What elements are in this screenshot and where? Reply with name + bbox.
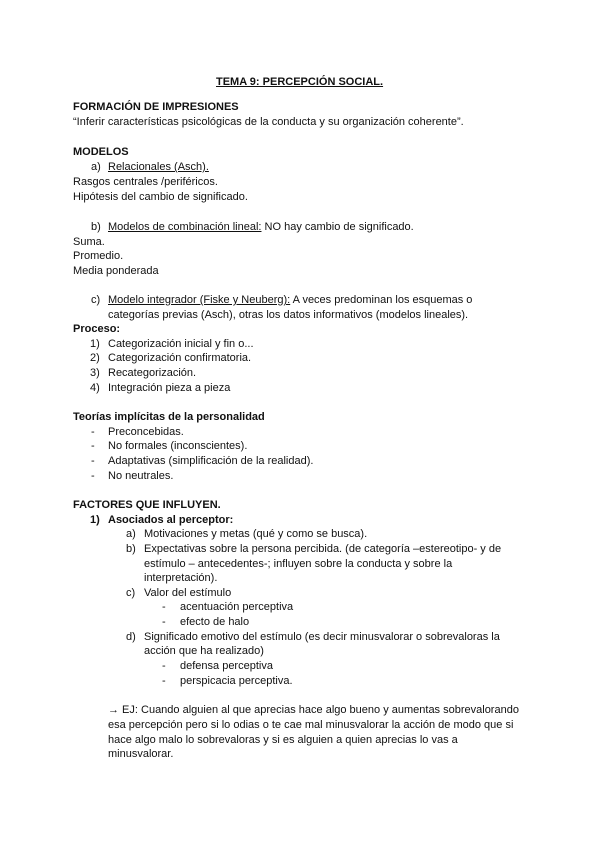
page-title: TEMA 9: PERCEPCIÓN SOCIAL. — [216, 76, 384, 88]
example-line: minusvalorar. — [108, 748, 174, 760]
list-marker: b) — [126, 543, 136, 555]
list-item: Rasgos centrales /periféricos. — [73, 176, 218, 188]
example-line: hace algo malo lo sobrevaloras y si es alguien a quien aprecias lo vas a — [108, 734, 458, 746]
list-item: Expectativas sobre la persona percibida. (de categoría –estereotipo- y de — [144, 543, 502, 555]
dash-marker: - — [91, 426, 95, 438]
formacion-quote: “Inferir características psicológicas de la conducta y su organización coherente”. — [73, 116, 464, 128]
list-marker: 1) — [90, 338, 100, 350]
list-item: Preconcebidas. — [108, 426, 184, 438]
list-marker: c) — [126, 587, 136, 599]
list-item: Recategorización. — [108, 367, 197, 379]
modelo-a-label: Relacionales (Asch). — [108, 161, 209, 173]
modelo-b-label: Modelos de combinación lineal: — [108, 221, 262, 233]
list-marker: d) — [126, 631, 136, 643]
list-marker: a) — [91, 161, 101, 173]
modelo-b-line — [108, 220, 414, 234]
modelo-c-label: Modelo integrador (Fiske y Neuberg): — [108, 294, 291, 306]
dash-marker: - — [162, 601, 166, 613]
dash-marker: - — [91, 440, 95, 452]
list-marker: c) — [91, 294, 101, 306]
dash-marker: - — [162, 660, 166, 672]
list-marker: 1) — [90, 514, 100, 526]
list-item: Categorización inicial y fin o... — [108, 338, 254, 350]
list-item: Suma. — [73, 236, 105, 248]
list-item: No neutrales. — [108, 470, 174, 482]
list-item: Valor del estímulo — [144, 587, 232, 599]
modelo-c-line — [108, 293, 472, 307]
list-item: efecto de halo — [180, 616, 250, 628]
section-heading-formacion: FORMACIÓN DE IMPRESIONES — [73, 101, 239, 113]
list-marker: 2) — [90, 352, 100, 364]
list-marker: 4) — [90, 382, 100, 394]
list-item: Integración pieza a pieza — [108, 382, 231, 394]
list-item-continuation: interpretación). — [144, 572, 218, 584]
modelo-c-text: A veces predominan los esquemas o — [290, 294, 473, 306]
subheading-perceptor: Asociados al perceptor: — [108, 514, 234, 526]
dash-marker: - — [162, 675, 166, 687]
modelo-c-text-2: categorías previas (Asch), otras los datos informativos (modelos lineales). — [108, 309, 469, 321]
section-heading-modelos: MODELOS — [73, 146, 129, 158]
list-item: Motivaciones y metas (qué y como se busca). — [144, 528, 368, 540]
list-item-continuation: estímulo – antecedentes-; influyen sobre la conducta y sobre la — [144, 558, 453, 570]
example-line: → EJ: Cuando alguien al que aprecias hace algo bueno y aumentas sobrevalorando — [108, 704, 519, 716]
list-item: defensa perceptiva — [180, 660, 273, 672]
list-item: Significado emotivo del estímulo (es decir minusvalorar o sobrevaloras la — [144, 631, 500, 643]
section-heading-teorias: Teorías implícitas de la personalidad — [73, 411, 265, 423]
list-item: No formales (inconscientes). — [108, 440, 248, 452]
list-marker: a) — [126, 528, 136, 540]
example-line: esa percepción pero si lo odias o te cae mal minusvalorar la acción de modo que si — [108, 719, 514, 731]
list-marker: b) — [91, 221, 101, 233]
list-item: Promedio. — [73, 250, 124, 262]
dash-marker: - — [91, 455, 95, 467]
list-item: acentuación perceptiva — [180, 601, 294, 613]
list-marker: 3) — [90, 367, 100, 379]
list-item-continuation: acción que ha realizado) — [144, 645, 264, 657]
modelo-b-text: NO hay cambio de significado. — [261, 221, 414, 233]
list-item: Adaptativas (simplificación de la realidad). — [108, 455, 314, 467]
list-item: Categorización confirmatoria. — [108, 352, 252, 364]
list-item: Hipótesis del cambio de significado. — [73, 191, 248, 203]
section-heading-proceso: Proceso: — [73, 323, 121, 335]
dash-marker: - — [162, 616, 166, 628]
dash-marker: - — [91, 470, 95, 482]
list-item: Media ponderada — [73, 265, 159, 277]
section-heading-factores: FACTORES QUE INFLUYEN. — [73, 499, 221, 511]
list-item: perspicacia perceptiva. — [180, 675, 293, 687]
